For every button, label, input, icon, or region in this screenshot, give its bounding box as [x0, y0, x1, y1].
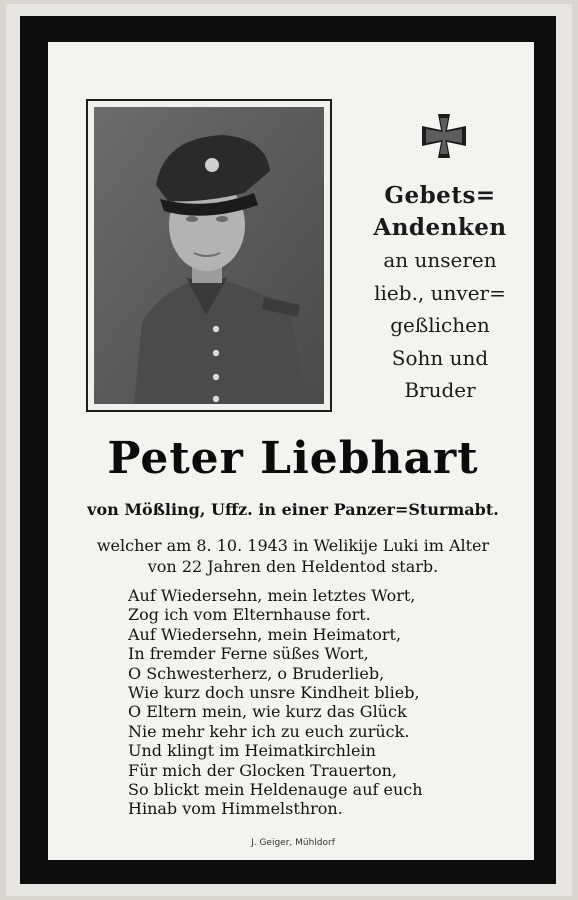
- portrait-frame: [86, 99, 332, 412]
- printer-imprint: J. Geiger, Mühldorf: [251, 838, 335, 848]
- deceased-name: Peter Liebhart: [107, 433, 479, 484]
- poem-line: Und klingt im Heimatkirchlein: [128, 741, 376, 761]
- death-notice-line: von 22 Jahren den Heldentod starb.: [147, 557, 439, 576]
- poem-line: So blickt mein Heldenauge auf euch: [128, 780, 423, 800]
- memorial-poem: [128, 586, 488, 819]
- dedication-line: lieb., unver=: [374, 280, 506, 305]
- dedication-line: an unseren: [383, 248, 497, 272]
- death-notice-line: welcher am 8. 10. 1943 in Welikije Luki im Alter: [96, 536, 490, 555]
- death-notice: [50, 535, 536, 577]
- poem-line: O Schwesterherz, o Bruderlieb,: [128, 663, 385, 683]
- poem-line: Zog ich vom Elternhause fort.: [128, 605, 371, 625]
- dedication-line: geßlichen: [390, 313, 490, 337]
- dedication-title-line-1: Gebets=: [384, 182, 496, 209]
- dedication-line: Bruder: [404, 378, 476, 402]
- iron-cross-icon: [420, 112, 468, 160]
- portrait-photo: [94, 107, 324, 404]
- poem-line: Auf Wiedersehn, mein Heimatort,: [128, 624, 402, 644]
- dedication-block: [350, 180, 530, 407]
- poem-line: In fremder Ferne süßes Wort,: [128, 644, 369, 664]
- poem-line: Wie kurz doch unsre Kindheit blieb,: [128, 683, 420, 703]
- poem-line: Für mich der Glocken Trauerton,: [128, 760, 398, 780]
- dedication-title-line-2: Andenken: [373, 214, 507, 241]
- poem-line: Hinab vom Himmelsthron.: [128, 799, 343, 819]
- poem-line: O Eltern mein, wie kurz das Glück: [128, 702, 407, 722]
- origin-rank-line: von Mößling, Uffz. in einer Panzer=Sturmabt.: [87, 500, 499, 519]
- poem-line: Auf Wiedersehn, mein letztes Wort,: [128, 586, 416, 605]
- dedication-line: Sohn und: [391, 345, 489, 370]
- poem-line: Nie mehr kehr ich zu euch zurück.: [128, 721, 410, 741]
